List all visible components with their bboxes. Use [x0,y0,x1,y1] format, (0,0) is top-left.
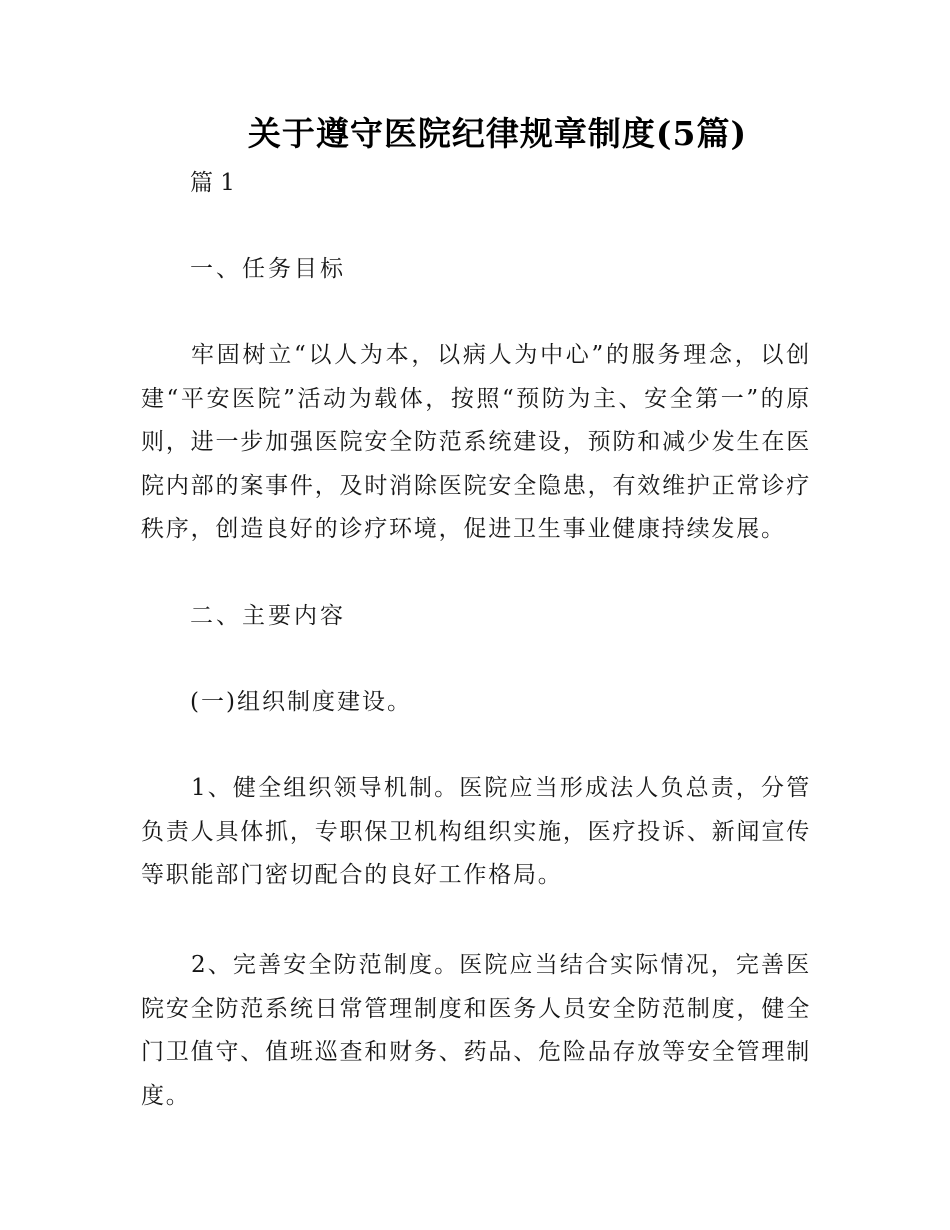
paragraph-item-1: 1、健全组织领导机制。医院应当形成法人负总责，分管负责人具体抓，专职保卫机构组织实施，医疗投诉、新闻宣传等职能部门密切配合的良好工作格局。 [141,775,811,888]
section-heading-goals: 一、任务目标 [190,256,346,282]
subsection-heading-organization: (一)组织制度建设。 [190,689,412,715]
paragraph-item-2: 2、完善安全防范制度。医院应当结合实际情况，完善医院安全防范系统日常管理制度和医务人员安全防范制度，健全门卫值守、值班巡查和财务、药品、危险品存放等安全管理制度。 [141,952,811,1109]
part-label: 篇 1 [190,170,235,196]
paragraph-goals: 牢固树立“以人为本，以病人为中心”的服务理念，以创建“平安医院”活动为载体，按照“预防为主、安全第一”的原则，进一步加强医院安全防范系统建设，预防和减少发生在医院内部的案事件，及时消除医院安全隐患，有效维护正常诊疗秩序，创造良好的诊疗环境，促进卫生事业健康持续发展。 [141,342,811,542]
document-title: 关于遵守医院纪律规章制度(5篇) [247,114,748,153]
section-heading-contents: 二、主要内容 [190,603,346,629]
